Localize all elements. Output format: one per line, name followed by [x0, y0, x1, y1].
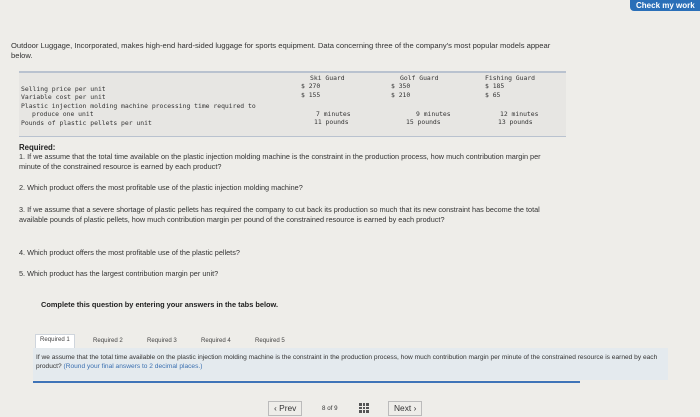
cell-fishing-processing-time: 12 minutes: [500, 110, 539, 118]
required-item-2: 2. Which product offers the most profitable use of the plastic injection molding machine?: [19, 183, 303, 192]
tab-bar: [33, 333, 668, 349]
cell-ski-processing-time: 7 minutes: [316, 110, 351, 118]
column-header-fishing-guard: Fishing Guard: [485, 74, 536, 82]
page-current: 8: [322, 405, 326, 412]
chevron-right-icon: ›: [413, 403, 417, 413]
tab-required-5[interactable]: Required 5: [255, 337, 285, 344]
page-total: 9: [334, 405, 338, 412]
panel-divider: [33, 381, 580, 383]
cell-fishing-selling-price: $ 185: [485, 82, 505, 90]
column-header-ski-guard: Ski Guard: [310, 74, 345, 82]
prev-label: Prev: [279, 403, 297, 413]
next-button[interactable]: [388, 401, 422, 416]
row-label-processing-time: Plastic injection molding machine processing time required to: [21, 102, 256, 110]
tab-required-2[interactable]: Required 2: [93, 337, 123, 344]
cell-ski-variable-cost: $ 155: [301, 91, 321, 99]
cell-golf-pellets: 15 pounds: [406, 118, 441, 126]
required-item-4: 4. Which product offers the most profitable use of the plastic pellets?: [19, 248, 240, 257]
intro-text: Outdoor Luggage, Incorporated, makes high-end hard-sided luggage for sports equipment. Data concerning three of the company's most popular models appear below.: [11, 41, 551, 60]
check-my-work-button[interactable]: Check my work: [630, 0, 700, 11]
question-panel: [33, 348, 668, 380]
instructions-text: Complete this question by entering your answers in the tabs below.: [41, 300, 279, 309]
cell-golf-selling-price: $ 350: [391, 82, 411, 90]
panel-question: [36, 353, 664, 371]
cell-fishing-pellets: 13 pounds: [498, 118, 533, 126]
chevron-left-icon: ‹: [274, 403, 277, 413]
cell-ski-selling-price: $ 270: [301, 82, 321, 90]
grid-icon[interactable]: [359, 403, 369, 413]
cell-golf-variable-cost: $ 210: [391, 91, 411, 99]
column-header-golf-guard: Golf Guard: [400, 74, 439, 82]
page-of: of: [327, 405, 333, 412]
required-heading: Required:: [19, 143, 56, 152]
row-label-selling-price: Selling price per unit: [21, 85, 106, 93]
row-label-processing-time-cont: produce one unit: [32, 110, 94, 118]
required-item-1: 1. If we assume that the total time available on the plastic injection molding machine is the constraint in the production process, how much contribution margin per minute of the constrained resource is earned by each product?: [19, 152, 541, 171]
page-indicator: [322, 405, 338, 412]
tab-required-3[interactable]: Required 3: [147, 337, 177, 344]
data-table: [19, 71, 566, 137]
cell-fishing-variable-cost: $ 65: [485, 91, 501, 99]
required-item-3: 3. If we assume that a severe shortage of plastic pellets has required the company to cut back its production so much that its new constraint has become the total available pounds of plastic pellets, how much contribution margin per pound of the constrained resource is earned by each product?: [19, 205, 540, 224]
panel-question-text: If we assume that the total time available on the plastic injection molding machine is the constraint in the production process, how much contribution margin per minute of the constrained resource is earned by each product?: [36, 354, 658, 370]
tab-required-4[interactable]: Required 4: [201, 337, 231, 344]
cell-ski-pellets: 11 pounds: [314, 118, 349, 126]
cell-golf-processing-time: 9 minutes: [416, 110, 451, 118]
panel-hint: (Round your final answers to 2 decimal places.): [63, 363, 203, 370]
row-label-pellets: Pounds of plastic pellets per unit: [21, 119, 152, 127]
required-item-5: 5. Which product has the largest contribution margin per unit?: [19, 269, 219, 278]
prev-button[interactable]: [268, 401, 302, 416]
next-label: Next: [394, 403, 412, 413]
tab-required-1[interactable]: Required 1: [35, 334, 75, 348]
row-label-variable-cost: Variable cost per unit: [21, 93, 106, 101]
